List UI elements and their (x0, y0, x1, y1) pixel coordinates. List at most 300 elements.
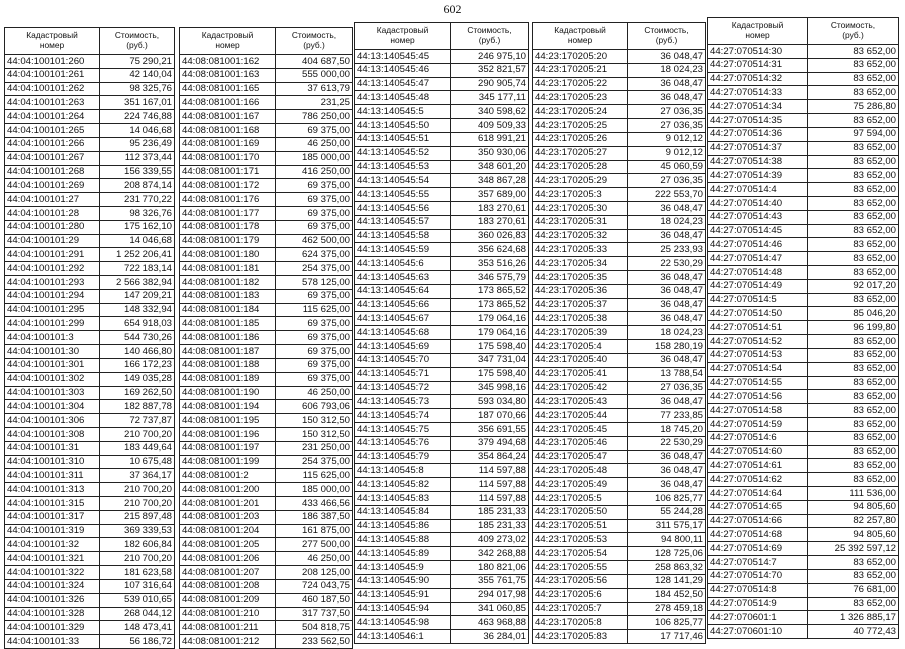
header-line: (руб.) (126, 40, 148, 50)
table-row (5, 427, 175, 441)
cadastral-number-cell: 44:23:170205:28 (533, 160, 628, 174)
table-row (180, 317, 353, 331)
table-row (5, 96, 175, 110)
cadastral-number-cell: 44:08:081001:195 (180, 414, 276, 428)
cadastral-number-cell: 44:04:100101:310 (5, 455, 100, 469)
table-row (708, 100, 899, 114)
cadastral-number-cell: 44:04:100101:329 (5, 621, 100, 635)
cadastral-number-cell: 44:23:170205:54 (533, 547, 628, 561)
cost-cell: 83 652,00 (808, 169, 899, 183)
cadastral-number-cell: 44:27:070514:68 (708, 528, 808, 542)
cost-cell: 77 233,85 (628, 409, 706, 423)
cadastral-number-cell: 44:08:081001:179 (180, 234, 276, 248)
cadastral-number-cell: 44:04:100101:269 (5, 179, 100, 193)
cost-cell: 340 598,62 (451, 105, 529, 119)
cadastral-number-cell: 44:27:070514:49 (708, 279, 808, 293)
table-row (355, 91, 529, 105)
cadastral-number-cell: 44:27:070514:54 (708, 362, 808, 376)
cost-cell: 258 863,32 (628, 561, 706, 575)
header-line: Стоимость, (291, 30, 337, 41)
cost-cell: 345 177,11 (451, 91, 529, 105)
header-line: номер (39, 40, 65, 50)
cadastral-number-cell: 44:13:140545:58 (355, 229, 451, 243)
table-row (708, 376, 899, 390)
table-row (533, 257, 706, 271)
cost-cell: 1 326 885,17 (808, 611, 899, 625)
table-row (533, 574, 706, 588)
cost-cell: 85 046,20 (808, 307, 899, 321)
cadastral-number-cell: 44:04:100101:328 (5, 607, 100, 621)
cost-cell: 294 017,98 (451, 588, 529, 602)
table-header-row (533, 23, 706, 50)
cost-cell: 593 034,80 (451, 395, 529, 409)
cadastral-number-cell: 44:04:100101:302 (5, 372, 100, 386)
cadastral-number-cell: 44:27:070514:48 (708, 266, 808, 280)
table-row (708, 86, 899, 100)
cadastral-number-cell: 44:27:070514:46 (708, 238, 808, 252)
cadastral-number-cell: 44:13:140545:67 (355, 312, 451, 326)
table-row (708, 500, 899, 514)
table-row (355, 616, 529, 630)
table-row (180, 469, 353, 483)
cost-cell: 290 905,74 (451, 77, 529, 91)
cadastral-number-cell: 44:13:140545:50 (355, 119, 451, 133)
cost-cell: 36 048,47 (628, 77, 706, 91)
table-row (708, 196, 899, 210)
cost-cell: 169 262,50 (100, 386, 175, 400)
table-row (180, 303, 353, 317)
cadastral-number-cell: 44:04:100101:293 (5, 276, 100, 290)
column-header-cost (808, 18, 899, 45)
cost-cell: 83 652,00 (808, 266, 899, 280)
cadastral-number-cell: 44:04:100101:261 (5, 68, 100, 82)
cost-cell: 106 825,77 (628, 616, 706, 630)
table-row (708, 183, 899, 197)
table-row (708, 169, 899, 183)
table-row (355, 326, 529, 340)
table-row (533, 602, 706, 616)
cadastral-number-cell: 44:27:070514:65 (708, 500, 808, 514)
cost-cell: 83 652,00 (808, 86, 899, 100)
cost-cell: 83 652,00 (808, 348, 899, 362)
cadastral-number-cell: 44:13:140545:8 (355, 464, 451, 478)
cost-cell: 150 312,50 (276, 414, 353, 428)
header-line: Стоимость, (830, 20, 876, 31)
cadastral-number-cell: 44:04:100101:266 (5, 137, 100, 151)
cadastral-number-cell: 44:08:081001:176 (180, 193, 276, 207)
cadastral-number-cell: 44:23:170205:34 (533, 257, 628, 271)
cadastral-number-cell: 44:04:100101:317 (5, 510, 100, 524)
cost-cell: 72 737,87 (100, 414, 175, 428)
cadastral-number-cell: 44:08:081001:200 (180, 483, 276, 497)
cadastral-number-cell: 44:23:170205:48 (533, 464, 628, 478)
table-row (533, 616, 706, 630)
cost-cell: 181 623,58 (100, 566, 175, 580)
cadastral-number-cell: 44:04:100101:27 (5, 193, 100, 207)
table-row (5, 566, 175, 580)
cadastral-number-cell: 44:27:070514:56 (708, 390, 808, 404)
cost-cell: 36 048,47 (628, 91, 706, 105)
table-row (533, 422, 706, 436)
cost-cell: 416 250,00 (276, 165, 353, 179)
table-row (180, 441, 353, 455)
cadastral-number-cell: 44:23:170205:24 (533, 105, 628, 119)
table-row (355, 229, 529, 243)
cost-cell: 13 788,54 (628, 367, 706, 381)
header-line: Кадастровый (376, 25, 429, 36)
cadastral-number-cell: 44:27:070514:64 (708, 487, 808, 501)
table-row (533, 271, 706, 285)
cadastral-number-cell: 44:13:140545:94 (355, 602, 451, 616)
table-row (180, 248, 353, 262)
cadastral-number-cell: 44:04:100101:294 (5, 289, 100, 303)
table-row (533, 201, 706, 215)
cost-cell: 69 375,00 (276, 124, 353, 138)
table-row (708, 625, 899, 639)
cost-cell: 460 187,50 (276, 593, 353, 607)
table-row (533, 464, 706, 478)
table-row (355, 574, 529, 588)
cost-cell: 115 625,00 (276, 303, 353, 317)
cost-cell: 75 290,21 (100, 55, 175, 69)
cost-cell: 36 048,47 (628, 298, 706, 312)
table-row (533, 105, 706, 119)
table-row (708, 127, 899, 141)
cost-cell: 342 268,88 (451, 547, 529, 561)
cadastral-number-cell: 44:23:170205:41 (533, 367, 628, 381)
table-row (533, 298, 706, 312)
cost-cell: 69 375,00 (276, 193, 353, 207)
cost-cell: 83 652,00 (808, 45, 899, 59)
cost-cell: 27 036,35 (628, 119, 706, 133)
cost-cell: 353 516,26 (451, 257, 529, 271)
cadastral-number-cell: 44:27:070514:55 (708, 376, 808, 390)
table-row (180, 331, 353, 345)
cost-cell: 95 236,49 (100, 137, 175, 151)
table-row (708, 238, 899, 252)
cadastral-number-cell: 44:08:081001:182 (180, 276, 276, 290)
table-row (180, 621, 353, 635)
table-row (533, 188, 706, 202)
table-row (355, 409, 529, 423)
table-row (533, 50, 706, 64)
cadastral-number-cell: 44:04:100101:295 (5, 303, 100, 317)
cadastral-number-cell: 44:23:170205:51 (533, 519, 628, 533)
cost-cell: 379 494,68 (451, 436, 529, 450)
cost-cell: 18 024,23 (628, 215, 706, 229)
table-row (5, 510, 175, 524)
table-row (5, 621, 175, 635)
table-row (5, 400, 175, 414)
cadastral-number-cell: 44:13:140545:56 (355, 201, 451, 215)
cost-cell: 36 048,47 (628, 353, 706, 367)
cadastral-number-cell: 44:27:070514:61 (708, 459, 808, 473)
cadastral-number-cell: 44:04:100101:301 (5, 358, 100, 372)
table-row (180, 372, 353, 386)
cost-cell: 544 730,26 (100, 331, 175, 345)
cost-cell: 210 700,20 (100, 497, 175, 511)
table-row (180, 635, 353, 649)
cadastral-number-cell: 44:04:100101:262 (5, 82, 100, 96)
cost-cell: 183 449,64 (100, 441, 175, 455)
cost-cell: 45 060,59 (628, 160, 706, 174)
table-row (5, 483, 175, 497)
cost-cell: 409 273,02 (451, 533, 529, 547)
table-row (180, 220, 353, 234)
cost-cell: 351 167,01 (100, 96, 175, 110)
column-header-cadastral-number (180, 28, 276, 55)
cost-cell: 96 199,80 (808, 321, 899, 335)
cadastral-number-cell: 44:13:140545:70 (355, 353, 451, 367)
cost-cell: 224 746,88 (100, 110, 175, 124)
cadastral-number-cell: 44:08:081001:187 (180, 345, 276, 359)
table-row (180, 524, 353, 538)
cost-cell: 317 737,50 (276, 607, 353, 621)
table-header-row (355, 23, 529, 50)
cadastral-number-cell: 44:04:100101:304 (5, 400, 100, 414)
cadastral-number-cell: 44:13:140545:48 (355, 91, 451, 105)
cadastral-number-cell: 44:23:170205:47 (533, 450, 628, 464)
table-row (533, 367, 706, 381)
table-row (533, 63, 706, 77)
cost-cell: 75 286,80 (808, 100, 899, 114)
cost-cell: 83 652,00 (808, 210, 899, 224)
table-row (5, 372, 175, 386)
cadastral-number-cell: 44:23:170205:30 (533, 201, 628, 215)
cadastral-number-cell: 44:27:070514:37 (708, 141, 808, 155)
table-row (180, 151, 353, 165)
table-row (355, 436, 529, 450)
table-row (180, 206, 353, 220)
table-row (355, 492, 529, 506)
table-row (533, 395, 706, 409)
cost-cell: 268 044,12 (100, 607, 175, 621)
cost-cell: 345 998,16 (451, 381, 529, 395)
cost-cell: 433 466,56 (276, 497, 353, 511)
cost-cell: 347 731,04 (451, 353, 529, 367)
cost-cell: 46 250,00 (276, 552, 353, 566)
cadastral-number-cell: 44:04:100101:280 (5, 220, 100, 234)
cost-cell: 175 598,40 (451, 367, 529, 381)
cost-cell: 83 652,00 (808, 362, 899, 376)
cadastral-number-cell: 44:27:070514:70 (708, 569, 808, 583)
cost-cell: 354 864,24 (451, 450, 529, 464)
cost-cell: 231,25 (276, 96, 353, 110)
cadastral-number-cell: 44:13:140545:71 (355, 367, 451, 381)
table-row (180, 137, 353, 151)
cadastral-number-cell: 44:27:070601:1 (708, 611, 808, 625)
cost-cell: 161 875,00 (276, 524, 353, 538)
header-line: Стоимость, (467, 25, 512, 36)
cost-cell: 94 805,60 (808, 500, 899, 514)
cadastral-number-cell: 44:13:140545:46 (355, 63, 451, 77)
cadastral-number-cell: 44:27:070514:53 (708, 348, 808, 362)
cost-cell: 94 800,11 (628, 533, 706, 547)
cost-cell: 36 048,47 (628, 478, 706, 492)
cadastral-number-cell: 44:13:140545:5 (355, 105, 451, 119)
cadastral-number-cell: 44:23:170205:43 (533, 395, 628, 409)
cost-cell: 278 459,18 (628, 602, 706, 616)
cadastral-number-cell: 44:13:140545:68 (355, 326, 451, 340)
cost-cell: 2 566 382,94 (100, 276, 175, 290)
cadastral-number-cell: 44:23:170205:45 (533, 422, 628, 436)
table-row (708, 45, 899, 59)
cost-cell: 107 316,64 (100, 579, 175, 593)
table-row (355, 533, 529, 547)
cadastral-number-cell: 44:23:170205:25 (533, 119, 628, 133)
column-header-cadastral-number (5, 28, 100, 55)
cadastral-number-cell: 44:08:081001:194 (180, 400, 276, 414)
table-row (533, 132, 706, 146)
header-line: номер (745, 30, 770, 40)
cost-cell: 462 500,00 (276, 234, 353, 248)
cost-cell: 22 530,29 (628, 436, 706, 450)
table-row (708, 210, 899, 224)
table-row (5, 635, 175, 649)
cadastral-number-cell: 44:13:140545:74 (355, 409, 451, 423)
cost-cell: 156 339,55 (100, 165, 175, 179)
table-row (180, 483, 353, 497)
cost-cell: 180 821,06 (451, 561, 529, 575)
table-row (180, 579, 353, 593)
cadastral-number-cell: 44:23:170205:55 (533, 561, 628, 575)
cadastral-number-cell: 44:08:081001:208 (180, 579, 276, 593)
cost-cell: 55 244,28 (628, 505, 706, 519)
cost-cell: 356 691,55 (451, 422, 529, 436)
header-line: (руб.) (655, 35, 678, 45)
cost-cell: 36 048,47 (628, 312, 706, 326)
cadastral-number-cell: 44:23:170205:39 (533, 326, 628, 340)
table-row (5, 220, 175, 234)
cadastral-number-cell: 44:04:100101:311 (5, 469, 100, 483)
cost-cell: 18 745,20 (628, 422, 706, 436)
table-row (533, 381, 706, 395)
cadastral-number-cell: 44:04:100101:33 (5, 635, 100, 649)
table-row (355, 188, 529, 202)
table-row (180, 96, 353, 110)
cost-cell: 606 793,06 (276, 400, 353, 414)
table-row (355, 478, 529, 492)
table-row (533, 505, 706, 519)
cost-cell: 222 553,70 (628, 188, 706, 202)
header-line: номер (567, 35, 593, 45)
table-row (355, 105, 529, 119)
cadastral-number-cell: 44:27:070514:59 (708, 417, 808, 431)
cost-cell: 355 761,75 (451, 574, 529, 588)
cadastral-number-cell: 44:04:100101:313 (5, 483, 100, 497)
cost-cell: 46 250,00 (276, 386, 353, 400)
table-row (355, 146, 529, 160)
cost-cell: 36 048,47 (628, 450, 706, 464)
cost-cell: 83 652,00 (808, 473, 899, 487)
header-line: Стоимость, (644, 25, 689, 36)
cadastral-number-cell: 44:23:170205:83 (533, 630, 628, 644)
cost-cell: 76 681,00 (808, 583, 899, 597)
cadastral-number-cell: 44:13:140545:54 (355, 174, 451, 188)
table-row (355, 257, 529, 271)
table-row (355, 284, 529, 298)
cost-cell: 83 652,00 (808, 556, 899, 570)
cadastral-number-cell: 44:13:140545:88 (355, 533, 451, 547)
cost-cell: 83 652,00 (808, 155, 899, 169)
cost-cell: 555 000,00 (276, 68, 353, 82)
table-row (5, 124, 175, 138)
table-row (355, 63, 529, 77)
cadastral-number-cell: 44:27:070514:58 (708, 404, 808, 418)
cost-cell: 83 652,00 (808, 445, 899, 459)
cost-cell: 254 375,00 (276, 455, 353, 469)
table-row (355, 160, 529, 174)
cost-cell: 254 375,00 (276, 262, 353, 276)
cadastral-number-cell: 44:23:170205:26 (533, 132, 628, 146)
cadastral-number-cell: 44:13:140545:79 (355, 450, 451, 464)
cadastral-number-cell: 44:13:140545:55 (355, 188, 451, 202)
table-row (708, 293, 899, 307)
table-row (355, 602, 529, 616)
table-row (180, 55, 353, 69)
cost-cell: 69 375,00 (276, 206, 353, 220)
table-row (5, 179, 175, 193)
table-row (355, 630, 529, 644)
cadastral-number-cell: 44:08:081001:169 (180, 137, 276, 151)
cost-cell: 111 536,00 (808, 487, 899, 501)
cadastral-number-cell: 44:08:081001:181 (180, 262, 276, 276)
table-row (5, 414, 175, 428)
table-row (180, 538, 353, 552)
table-row (708, 597, 899, 611)
table-row (180, 289, 353, 303)
cadastral-number-cell: 44:04:100101:299 (5, 317, 100, 331)
table-row (708, 307, 899, 321)
table-row (355, 50, 529, 64)
cost-cell: 341 060,85 (451, 602, 529, 616)
cadastral-number-cell: 44:08:081001:166 (180, 96, 276, 110)
table-row (533, 561, 706, 575)
table-row (180, 386, 353, 400)
cadastral-number-cell: 44:23:170205:35 (533, 271, 628, 285)
cost-cell: 14 046,68 (100, 124, 175, 138)
cost-cell: 724 043,75 (276, 579, 353, 593)
cadastral-number-cell: 44:04:100101:319 (5, 524, 100, 538)
cadastral-number-cell: 44:04:100101:303 (5, 386, 100, 400)
cost-cell: 185 000,00 (276, 483, 353, 497)
table-row (355, 588, 529, 602)
table-row (355, 505, 529, 519)
cadastral-number-cell: 44:08:081001:206 (180, 552, 276, 566)
cost-cell: 231 770,22 (100, 193, 175, 207)
cost-cell: 183 270,61 (451, 201, 529, 215)
table-row (533, 340, 706, 354)
cadastral-number-cell: 44:04:100101:291 (5, 248, 100, 262)
cost-cell: 36 048,47 (628, 271, 706, 285)
cadastral-number-cell: 44:04:100101:324 (5, 579, 100, 593)
table-row (708, 155, 899, 169)
cadastral-number-cell: 44:04:100101:263 (5, 96, 100, 110)
cadastral-number-cell: 44:27:070601:10 (708, 625, 808, 639)
table-row (355, 340, 529, 354)
table-row (5, 524, 175, 538)
cost-cell: 36 284,01 (451, 630, 529, 644)
table-row (708, 348, 899, 362)
cadastral-number-cell: 44:08:081001:211 (180, 621, 276, 635)
cadastral-number-cell: 44:23:170205:53 (533, 533, 628, 547)
table-row (708, 611, 899, 625)
cost-cell: 27 036,35 (628, 381, 706, 395)
cadastral-number-cell: 44:08:081001:170 (180, 151, 276, 165)
table-row (5, 552, 175, 566)
cost-cell: 98 325,76 (100, 82, 175, 96)
cost-cell: 173 865,52 (451, 284, 529, 298)
